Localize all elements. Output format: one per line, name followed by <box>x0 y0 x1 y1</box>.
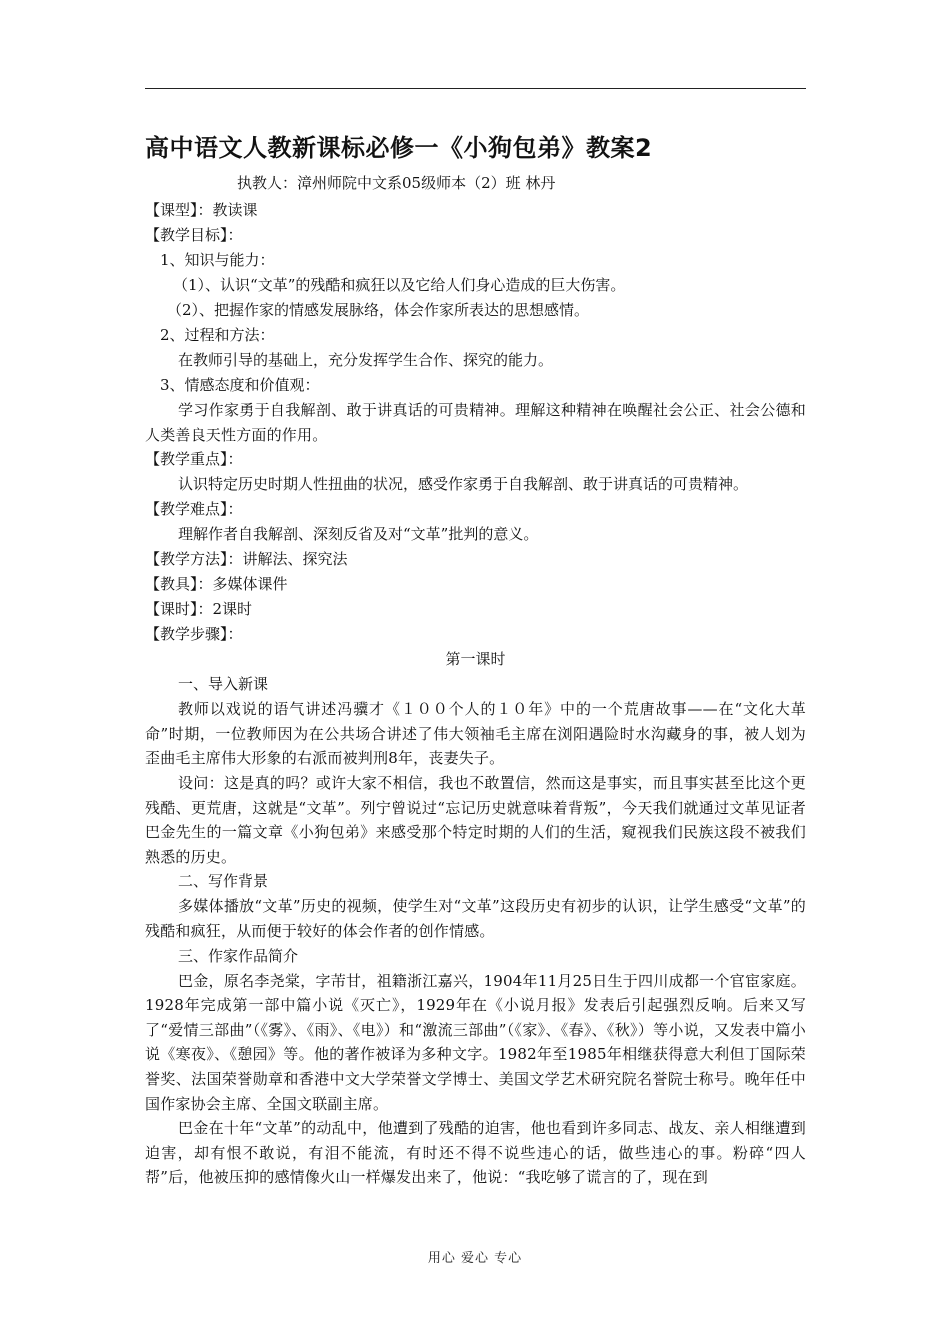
document-body <box>145 128 806 1190</box>
section-2-paragraph-1: 多媒体播放“文革”历史的视频，使学生对“文革”这段历史有初步的认识，让学生感受“文革”的残酷和疯狂，从而便于较好的体会作者的创作情感。 <box>145 897 806 940</box>
class-hours: 【课时】：2课时 <box>145 600 253 619</box>
section-1-header: 一、导入新课 <box>178 675 269 694</box>
section-1-paragraph-2: 设问：这是真的吗？或许大家不相信，我也不敢置信，然而这是事实，而且事实甚至比这个更残酷、更荒唐，这就是“文革”。列宁曾说过“忘记历史就意味着背叛”，今天我们就通过文革见证者巴金先生的一篇文章《小狗包弟》来感受那个特定时期的人们的生活，窥视我们民族这段不被我们熟悉的历史。 <box>145 773 806 866</box>
difficulty-header: 【教学难点】： <box>145 500 243 519</box>
document-title: 高中语文人教新课标必修一《小狗包弟》教案2 <box>145 134 653 162</box>
focus-text: 认识特定历史时期人性扭曲的状况，感受作家勇于自我解剖、敢于讲真话的可贵精神。 <box>178 475 749 494</box>
difficulty-text: 理解作者自我解剖、深刻反省及对“文革”批判的意义。 <box>178 525 539 544</box>
period-title: 第一课时 <box>445 650 506 669</box>
header-rule <box>145 88 806 89</box>
objective-1-item-1: （1）、认识“文革”的残酷和疯狂以及它给人们身心造成的巨大伤害。 <box>173 276 626 294</box>
course-type: 【课型】：教读课 <box>145 201 258 219</box>
section-3-header: 三、作家作品简介 <box>178 946 299 965</box>
objectives-header: 【教学目标】： <box>145 226 243 244</box>
author-line: 执教人：漳州师院中文系05级师本（2）班 林丹 <box>237 174 556 192</box>
focus-header: 【教学重点】： <box>145 450 243 469</box>
section-3-paragraph-2: 巴金在十年“文革”的动乱中，他遭到了残酷的迫害，他也看到许多同志、战友、亲人相继遭到迫害，却有恨不敢说，有泪不能流，有时还不得不说些违心的话，做些违心的事。粉碎“四人帮”后，他被压抑的感情像火山一样爆发出来了，他说：“我吃够了谎言的了，现在到 <box>145 1119 806 1187</box>
section-1-paragraph-1: 教师以戏说的语气讲述冯骥才《１００个人的１０年》中的一个荒唐故事——在“文化大革命”时期，一位教师因为在公共场合讲述了伟大领袖毛主席在浏阳遇险时水沟藏身的事，被人划为歪曲毛主席伟大形象的右派而被判刑8年，丧妻失子。 <box>145 700 806 768</box>
objective-1-item-2: （2）、把握作家的情感发展脉络，体会作家所表达的思想感情。 <box>167 301 590 319</box>
section-3-paragraph-1: 巴金，原名李尧棠，字芾甘，祖籍浙江嘉兴，1904年11月25日生于四川成都一个官宦家庭。1928年完成第一部中篇小说《灭亡》，1929年在《小说月报》发表后引起强烈反响。后来又写了“爱情三部曲”（《雾》、《雨》、《电》）和“激流三部曲”（《家》、《春》、《秋》）等小说，又发表中篇小说《寒夜》、《憩园》等。他的著作被译为多种文字。1982年至1985年相继获得意大利但丁国际荣誉奖、法国荣誉勋章和香港中文大学荣誉文学博士、美国文学艺术研究院名誉院士称号。晚年任中国作家协会主席、全国文联副主席。 <box>145 971 806 1113</box>
steps-header: 【教学步骤】： <box>145 625 243 644</box>
teaching-method: 【教学方法】：讲解法、探究法 <box>145 550 348 569</box>
section-2-header: 二、写作背景 <box>178 872 269 891</box>
objective-2-text: 在教师引导的基础上，充分发挥学生合作、探究的能力。 <box>178 351 554 369</box>
teaching-tools: 【教具】：多媒体课件 <box>145 575 288 594</box>
objective-3-header: 3、情感态度和价值观： <box>160 376 320 394</box>
objective-3-text: 学习作家勇于自我解剖、敢于讲真话的可贵精神。理解这种精神在唤醒社会公正、社会公德和人类善良天性方面的作用。 <box>145 401 806 444</box>
objective-1-header: 1、知识与能力： <box>160 251 275 269</box>
page-footer: 用心 爱心 专心 <box>427 1251 523 1266</box>
objective-2-header: 2、过程和方法： <box>160 326 275 344</box>
